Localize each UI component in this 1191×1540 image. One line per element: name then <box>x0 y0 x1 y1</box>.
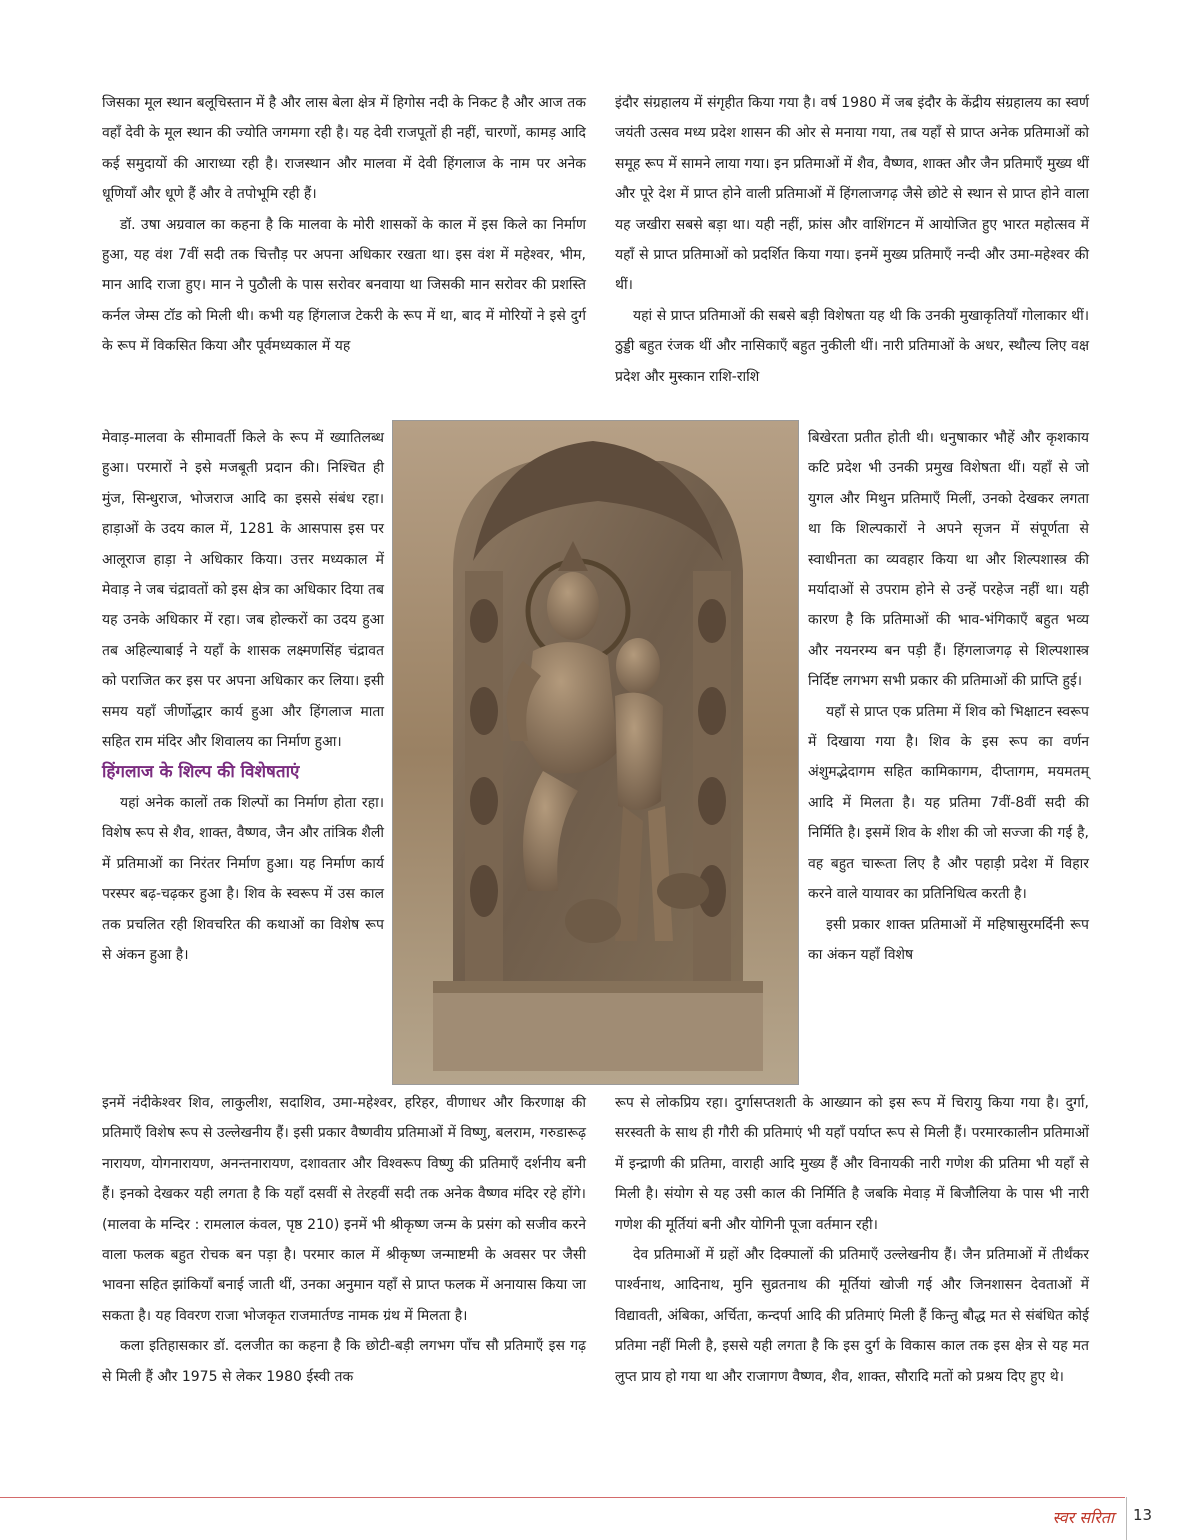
footer-rule <box>0 1497 1125 1498</box>
left-column-top <box>102 88 586 362</box>
uma-maheshwar-sculpture-image <box>393 421 798 1084</box>
paragraph: इंदौर संग्रहालय में संगृहीत किया गया है। वर्ष 1980 में जब इंदौर के केंद्रीय संग्रहालय का स्वर्ण जयंती उत्सव मध्य प्रदेश शासन की ओर से मनाया गया, तब यहाँ से प्राप्त अनेक प्रतिमाओं को समूह रूप में सामने लाया गया। इन प्रतिमाओं में शैव, वैष्णव, शाक्त और जैन प्रतिमाएँ मुख्य थीं और पूरे देश में प्राप्त होने वाली प्रतिमाओं में हिंगलाजगढ़ जैसे छोटे से स्थान से प्राप्त होने वाला यह जखीरा सबसे बड़ा था। यही नहीं, फ्रांस और वाशिंगटन में आयोजित हुए भारत महोत्सव में यहाँ से प्राप्त प्रतिमाओं को प्रदर्शित किया गया। इनमें मुख्य प्रतिमाएँ नन्दी और उमा-महेश्वर की थीं। <box>615 95 1089 294</box>
paragraph: डॉ. उषा अग्रवाल का कहना है कि मालवा के मोरी शासकों के काल में इस किले का निर्माण हुआ, यह वंश 7वीं सदी तक चित्तौड़ पर अपना अधिकार रखता था। इस वंश में महेश्वर, भीम, मान आदि राजा हुए। मान ने पुठौली के पास सरोवर बनवाया था जिसकी मान सरोवर की प्रशस्ति कर्नल जेम्स टॉड को मिली थी। कभी यह हिंगलाज टेकरी के रूप में था, बाद में मोरियों ने इसे दुर्ग के रूप में विकसित किया और पूर्वमध्यकाल में यह <box>102 216 586 355</box>
paragraph: यहां अनेक कालों तक शिल्पों का निर्माण होता रहा। विशेष रूप से शैव, शाक्त, वैष्णव, जैन और तांत्रिक शैली में प्रतिमाओं का निरंतर निर्माण हुआ। यह निर्माण कार्य परस्पर बढ़-चढ़कर हुआ है। शिव के स्वरूप में उस काल तक प्रचलित रही शिवचरित की कथाओं का विशेष रूप से अंकन हुआ है। <box>102 794 384 963</box>
magazine-name: स्वर सरिता <box>1052 1508 1114 1527</box>
footer-divider <box>1126 1497 1127 1540</box>
paragraph: मेवाड़-मालवा के सीमावर्ती किले के रूप में ख्यातिलब्ध हुआ। परमारों ने इसे मजबूती प्रदान की। निश्चित ही मुंज, सिन्धुराज, भोजराज आदि का इससे संबंध रहा। हाड़ाओं के उदय काल में, 1281 के आसपास इस पर आलूराज हाड़ा ने अधिकार किया। उत्तर मध्यकाल में मेवाड़ ने जब चंद्रावतों को इस क्षेत्र का अधिकार दिया तब यह उनके अधिकार में रहा। जब होल्करों का उदय हुआ तब अहिल्याबाई ने यहाँ के शासक लक्ष्मणसिंह चंद्रावत को पराजित कर इस पर अपना अधिकार कर लिया। इसी समय यहाँ जीर्णोद्धार कार्य हुआ और हिंगलाज माता सहित राम मंदिर और शिवालय का निर्माण हुआ। <box>102 430 384 751</box>
paragraph: देव प्रतिमाओं में ग्रहों और दिक्पालों की प्रतिमाएँ उल्लेखनीय हैं। जैन प्रतिमाओं में तीर्थंकर पार्श्वनाथ, आदिनाथ, मुनि सुव्रतनाथ की मूर्तियां खोजी गई और जिनशासन देवताओं में विद्यावती, अंबिका, अर्चिता, कन्दर्पा आदि की प्रतिमाएं मिली हैं किन्तु बौद्ध मत से संबंधित कोई प्रतिमा नहीं मिली है, इससे यही लगता है कि इस दुर्ग के विकास काल तक इस क्षेत्र से यह मत लुप्त प्राय हो गया था और राजागण वैष्णव, शैव, शाक्त, सौरादि मतों को प्रश्रय दिए हुए थे। <box>615 1247 1089 1385</box>
paragraph: बिखेरता प्रतीत होती थी। धनुषाकार भौहें और कृशकाय कटि प्रदेश भी उनकी प्रमुख विशेषता थीं। यहाँ से जो युगल और मिथुन प्रतिमाएँ मिलीं, उनको देखकर लगता था कि शिल्पकारों ने अपने सृजन में संपूर्णता से स्वाधीनता का व्यवहार किया था और शिल्पशास्त्र की मर्यादाओं से उपराम होने से उन्हें परहेज नहीं था। यही कारण है कि प्रतिमाओं की भाव-भंगिकाएँ बहुत भव्य और नयनरम्य बन पड़ी हैं। हिंगलाजगढ़ से शिल्पशास्त्र निर्दिष्ट लगभग सभी प्रकार की प्रतिमाओं की प्राप्ति हुई। <box>808 430 1089 690</box>
section-heading: हिंगलाज के शिल्प की विशेषताएं <box>102 762 300 783</box>
paragraph: यहाँ से प्राप्त एक प्रतिमा में शिव को भिक्षाटन स्वरूप में दिखाया गया है। शिव के इस रूप का वर्णन अंशुमद्भेदागम सहित कामिकागम, दीप्तागम, मयमतम् आदि में मिलता है। यह प्रतिमा 7वीं-8वीं सदी की निर्मिति है। इसमें शिव के शीश की जो सज्जा की गई है, वह बहुत चारूता लिए है और पहाड़ी प्रदेश में विहार करने वाले यायावर का प्रतिनिधित्व करती है। <box>808 703 1089 903</box>
left-column-beside-photo <box>102 423 384 970</box>
right-column-top <box>615 88 1089 392</box>
sculpture-photo <box>392 420 799 1085</box>
paragraph: इसी प्रकार शाक्त प्रतिमाओं में महिषासुरमर्दिनी रूप का अंकन यहाँ विशेष <box>808 916 1089 963</box>
page-number: 13 <box>1133 1506 1153 1524</box>
left-column-bottom <box>102 1088 586 1392</box>
right-column-beside-photo <box>808 423 1089 970</box>
paragraph: यहां से प्राप्त प्रतिमाओं की सबसे बड़ी विशेषता यह थी कि उनकी मुखाकृतियाँ गोलाकार थीं। ठुड्डी बहुत रंजक थीं और नासिकाएँ बहुत नुकीली थीं। नारी प्रतिमाओं के अधर, स्थौल्य लिए वक्ष प्रदेश और मुस्कान राशि-राशि <box>615 307 1089 385</box>
right-column-bottom <box>615 1088 1089 1392</box>
paragraph: रूप से लोकप्रिय रहा। दुर्गासप्तशती के आख्यान को इस रूप में चिरायु किया गया है। दुर्गा, सरस्वती के साथ ही गौरी की प्रतिमाएं भी यहाँ पर्याप्त रूप से मिली हैं। परमारकालीन प्रतिमाओं में इन्द्राणी की प्रतिमा, वाराही आदि मुख्य हैं और विनायकी नारी गणेश की प्रतिमा भी यहाँ से मिली है। संयोग से यह उसी काल की निर्मिति है जबकि मेवाड़ में बिजौलिया के पास भी नारी गणेश की मूर्तियां बनी और योगिनी पूजा वर्तमान रही। <box>615 1095 1089 1233</box>
paragraph: कला इतिहासकार डॉ. दलजीत का कहना है कि छोटी-बड़ी लगभग पाँच सौ प्रतिमाएँ इस गढ़ से मिली हैं और 1975 से लेकर 1980 ईस्वी तक <box>102 1338 586 1385</box>
paragraph: इनमें नंदीकेश्वर शिव, लाकुलीश, सदाशिव, उमा-महेश्वर, हरिहर, वीणाधर और किरणाक्ष की प्रतिमाएँ विशेष रूप से उल्लेखनीय हैं। इसी प्रकार वैष्णवीय प्रतिमाओं में विष्णु, बलराम, गरुडारूढ़ नारायण, योगनारायण, अनन्तनारायण, दशावतार और विश्वरूप विष्णु की प्रतिमाएँ दर्शनीय बनी हैं। इनको देखकर यही लगता है कि यहाँ दसवीं से तेरहवीं सदी तक अनेक वैष्णव मंदिर रहे होंगे। (मालवा के मन्दिर : रामलाल कंवल, पृष्ठ 210) इनमें भी श्रीकृष्ण जन्म के प्रसंग को सजीव करने वाला फलक बहुत रोचक बन पड़ा है। परमार काल में श्रीकृष्ण जन्माष्टमी के अवसर पर जैसी भावना सहित झांकियाँ बनाई जाती थीं, उनका अनुमान यहाँ से प्राप्त फलक में अनायास किया जा सकता है। यह विवरण राजा भोजकृत राजमार्तण्ड नामक ग्रंथ में मिलता है। <box>102 1095 586 1324</box>
paragraph: जिसका मूल स्थान बलूचिस्तान में है और लास बेला क्षेत्र में हिगोस नदी के निकट है और आज तक वहाँ देवी के मूल स्थान की ज्योति जगमगा रही है। यह देवी राजपूतों ही नहीं, चारणों, कामड़ आदि कई समुदायों की आराध्या रही है। राजस्थान और मालवा में देवी हिंगलाज के नाम पर अनेक धूणियाँ और धूणे हैं और वे तपोभूमि रही हैं। <box>102 95 586 203</box>
